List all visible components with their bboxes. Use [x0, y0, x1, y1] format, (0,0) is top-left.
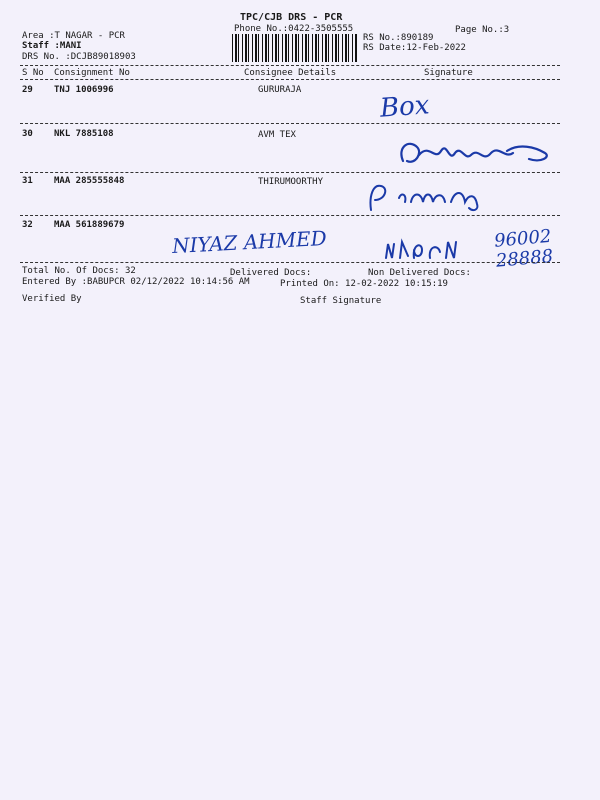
divider [20, 79, 560, 80]
row-signature: Box [379, 90, 431, 124]
area-label: Area :T NAGAR - PCR [22, 31, 125, 41]
document-title: TPC/CJB DRS - PCR [240, 12, 343, 23]
staff-signature: Staff Signature [300, 296, 382, 306]
total-docs: Total No. Of Docs: 32 [22, 266, 136, 276]
delivered-docs: Delivered Docs: [230, 268, 312, 278]
page-number: Page No.:3 [455, 25, 510, 35]
row-consignee: THIRUMOORTHY [258, 177, 324, 187]
handwritten-name: NIYAZ AHMED [171, 225, 328, 259]
barcode [232, 34, 358, 62]
row-sno: 32 [22, 220, 33, 230]
column-header-signature: Signature [424, 68, 473, 78]
row-sno: 31 [22, 176, 33, 186]
phone-number: Phone No.:0422-3505555 [234, 24, 354, 34]
row-consignment: NKL 7885108 [54, 129, 114, 139]
row-consignee: AVM TEX [258, 130, 296, 140]
divider [20, 262, 560, 263]
row-sno: 30 [22, 129, 33, 139]
divider [20, 123, 560, 124]
column-header-sno: S No [22, 68, 44, 78]
divider [20, 65, 560, 66]
divider [20, 172, 560, 173]
row-consignment: TNJ 1006996 [54, 85, 114, 95]
row-sno: 29 [22, 85, 33, 95]
handwritten-signature [395, 135, 555, 175]
column-header-consignee: Consignee Details [244, 68, 337, 78]
entered-by: Entered By :BABUPCR 02/12/2022 10:14:56 AM [22, 277, 250, 287]
rs-number: RS No.:890189 [363, 33, 434, 43]
printed-on: Printed On: 12-02-2022 10:15:19 [280, 279, 448, 289]
drs-number: DRS No. :DCJB89018903 [22, 52, 136, 62]
handwritten-signature [382, 236, 482, 264]
verified-by: Verified By [22, 294, 82, 304]
row-consignment: MAA 285555848 [54, 176, 125, 186]
column-header-consignment: Consignment No [54, 68, 130, 78]
staff-label: Staff :MANI [22, 41, 82, 51]
non-delivered-docs: Non Delivered Docs: [368, 268, 471, 278]
rs-date: RS Date:12-Feb-2022 [363, 43, 466, 53]
row-consignee: GURURAJA [258, 85, 302, 95]
handwritten-signature [365, 180, 495, 216]
divider [20, 215, 560, 216]
row-consignment: MAA 561889679 [54, 220, 125, 230]
handwritten-phone: 96002 28888 [493, 225, 554, 272]
